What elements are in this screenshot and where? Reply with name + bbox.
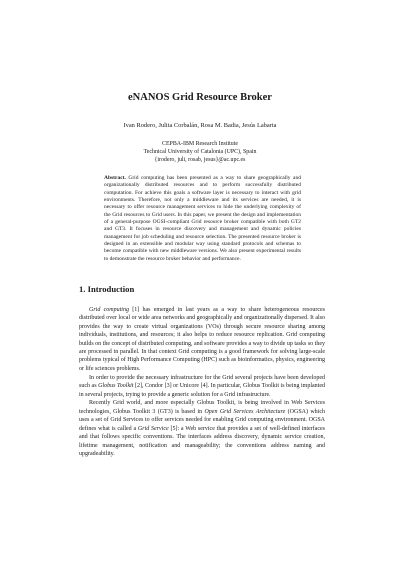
abstract-text: Grid computing has been presented as a way to share geographically and organizationally distributed resources and to perform successfully distributed computation. For achieve this goals a software layer is necessary to interact with grid environments. Therefore, not only a middleware and its services are needed, it is necessary to offer resource management services to hide the underlying complexity of the Grid resources to Grid users. In this paper, we present the design and implementation of a general-purpose OGSI-compliant Grid resource broker compatible with both GT2 and GT3. It focuses in resource discovery and management and dynamic policies management for job scheduling and resource selection. The presented resource broker is designed in an extensible and modular way using standard protocols and schemas to become compatible with new middleware versions. We also present experimental results to demonstrate the resource broker behavior and performance. <box>104 175 302 262</box>
term-ogsa: Open Grid Services Architecture <box>204 408 286 415</box>
abstract-label: Abstract. <box>104 175 126 181</box>
affiliation-university: Technical University of Catalonia (UPC), Spain <box>143 149 257 156</box>
paper-title: eNANOS Grid Resource Broker <box>128 92 272 103</box>
section-heading: 1. Introduction <box>79 284 135 294</box>
author-list: Ivan Rodero, Julita Corbalán, Rosa M. Badia, Jesús Labarta <box>123 122 277 129</box>
affiliation-institute: CEPBA-IBM Research Institute <box>162 141 238 147</box>
term-grid-computing: Grid computing <box>89 307 129 313</box>
intro-paragraph-2: In order to provide the necessary infrastructure for the Grid several projects have been developed such as Globus Toolkit [2], Condor [3] or Unicore [4]. In particular, Globus Toolkit is being implanted in several projects, trying to provide a generic solution for a Grid infrastructure. <box>79 374 325 398</box>
intro-paragraph-1: Grid computing [1] has emerged in last years as a way to share heterogeneous resources distributed over local or wide area networks and geographically and organizationally dispersed. It also provides the way to create virtual organizations (VOs) through secure resource sharing among individuals, institutions, and resources; it also helps to reduce resource replication. Grid computing builds on the concept of distributed computing, and software provides a way to divide up tasks so they are processed in parallel. In that context Grid computing is a good framework for solving large-scale problems typical of High Performance Computing (HPC) such as bioinformatics, physics, engineering or life sciences problems. <box>79 307 325 372</box>
term-grid-service: Grid Service <box>137 425 169 432</box>
affiliation-emails: {irodero, juli, rosab, jesus}@ac.upc.es <box>154 157 246 164</box>
intro-paragraph-3: Recently Grid world, and more especially Globus Toolkit, is being involved in Web Services technologies, Globus Toolkit 3 (GT3) is based in Open Grid Services Architecture (OGSA) which uses a set of Grid Services to offer services needed for enabling Grid computing environment. OGSA defines what is called a Grid Service [5]: a Web service that provides a set of well-defined interfaces and that follows specific conventions. The interfaces address discovery, dynamic service creation, lifetime management, notification and manageability; the conventions address naming and upgradeability. <box>79 400 326 457</box>
term-globus-toolkit: Globus Toolkit <box>98 383 134 390</box>
abstract <box>104 175 301 263</box>
affiliation <box>0 140 400 165</box>
introduction-body <box>79 306 325 458</box>
